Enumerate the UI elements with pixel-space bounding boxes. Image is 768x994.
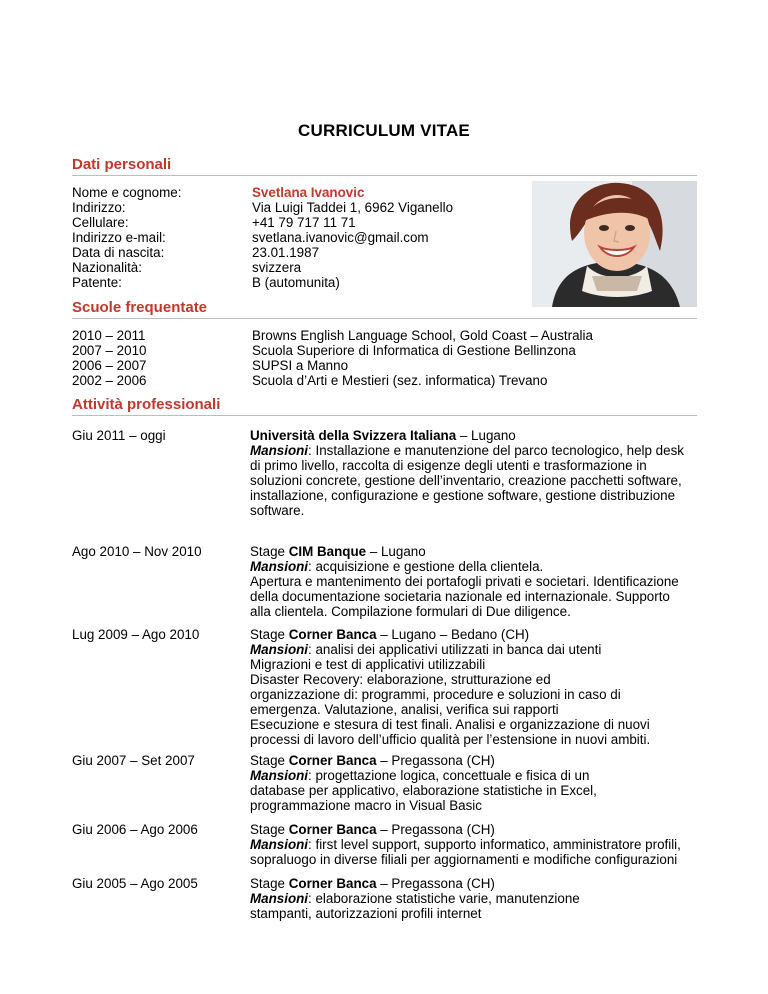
section-heading-personal: Dati personali	[72, 157, 697, 176]
label-address: Indirizzo:	[72, 200, 126, 215]
value-mobile: +41 79 717 11 71	[252, 215, 356, 230]
school-year: 2010 – 2011	[72, 328, 146, 343]
job-desc-line: Esecuzione e stesura di test finali. Analisi e organizzazione di nuovi	[250, 717, 650, 732]
job-desc-line: processi di lavoro dell’ufficio qualità per l’estensione in nuovi ambiti.	[250, 732, 651, 747]
job-mansioni-label: Mansioni	[250, 642, 309, 657]
job-desc-line: della documentazione societaria nazionale ed internazionale. Supporto	[250, 589, 670, 604]
label-nationality: Nazionalità:	[72, 260, 142, 275]
section-heading-schools: Scuole frequentate	[72, 300, 697, 319]
job-place: – Pregassona (CH)	[376, 822, 495, 837]
job-desc-line: database per applicativo, elaborazione statistiche in Excel,	[250, 783, 597, 798]
job-desc-line: Migrazioni e test di applicativi utilizzabili	[250, 657, 486, 672]
school-years	[72, 328, 146, 388]
job-place: – Lugano – Bedano (CH)	[376, 627, 530, 642]
job-prefix: Stage	[250, 876, 289, 891]
job-prefix: Stage	[250, 627, 289, 642]
section-personal	[72, 157, 697, 176]
job-mansioni-label: Mansioni	[250, 837, 309, 852]
value-birthdate: 23.01.1987	[252, 245, 320, 260]
portrait-photo	[532, 181, 697, 307]
section-heading-work: Attività professionali	[72, 397, 697, 416]
school-year: 2002 – 2006	[72, 373, 147, 388]
job-place: – Lugano	[366, 544, 426, 559]
job-desc-line: Apertura e mantenimento dei portafogli privati e societari. Identificazione	[250, 574, 679, 589]
job-date: Giu 2007 – Set 2007	[72, 753, 195, 768]
job-mansioni-label: Mansioni	[250, 891, 309, 906]
school-year: 2007 – 2010	[72, 343, 147, 358]
job-desc-line: soluzioni concrete, gestione dell’inventario, creazione pacchetti software,	[250, 473, 682, 488]
job-company: Corner Banca	[288, 876, 377, 891]
school-year: 2006 – 2007	[72, 358, 147, 373]
job-place: – Pregassona (CH)	[376, 876, 495, 891]
job-place: – Lugano	[456, 428, 516, 443]
job-desc-line: alla clientela. Compilazione formulari di Due diligence.	[250, 604, 571, 619]
job-company: CIM Banque	[288, 544, 367, 559]
school-name: Browns English Language School, Gold Coast – Australia	[252, 328, 593, 343]
page-title: CURRICULUM VITAE	[298, 121, 470, 140]
job-desc-line: programmazione macro in Visual Basic	[250, 798, 482, 813]
job-entry	[250, 627, 698, 747]
job-entry	[250, 753, 698, 813]
job-entry	[250, 544, 698, 619]
label-license: Patente:	[72, 275, 122, 290]
job-mansioni-label: Mansioni	[250, 559, 309, 574]
label-name: Nome e cognome:	[72, 185, 182, 200]
job-date: Giu 2005 – Ago 2005	[72, 876, 198, 891]
job-desc-line: di primo livello, raccolta di esigenze degli utenti e trasformazione in	[250, 458, 647, 473]
job-company: Corner Banca	[288, 822, 377, 837]
job-date: Lug 2009 – Ago 2010	[72, 627, 200, 642]
job-desc-line: organizzazione di: programmi, procedure e soluzioni in caso di	[250, 687, 621, 702]
job-company: Università della Svizzera Italiana	[250, 428, 457, 443]
school-names	[252, 328, 700, 388]
job-company: Corner Banca	[288, 627, 377, 642]
job-prefix: Stage	[250, 544, 289, 559]
value-license: B (automunita)	[252, 275, 340, 290]
job-entry	[250, 822, 698, 867]
value-nationality: svizzera	[252, 260, 302, 275]
job-place: – Pregassona (CH)	[376, 753, 495, 768]
label-mobile: Cellulare:	[72, 215, 129, 230]
personal-labels	[72, 185, 181, 290]
school-name: Scuola Superiore di Informatica di Gestione Bellinzona	[252, 343, 576, 358]
job-mansioni-label: Mansioni	[250, 768, 309, 783]
job-date: Giu 2006 – Ago 2006	[72, 822, 198, 837]
job-desc-line: : progettazione logica, concettuale e fisica di un	[308, 768, 590, 783]
job-desc-line: : Installazione e manutenzione del parco tecnologico, help desk	[308, 443, 684, 458]
job-desc-line: emergenza. Valutazione, analisi, verifica sui rapporti	[250, 702, 559, 717]
job-desc-line: stampanti, autorizzazioni profili internet	[250, 906, 482, 921]
value-name: Svetlana Ivanovic	[252, 185, 365, 200]
job-date: Giu 2011 – oggi	[72, 428, 166, 443]
job-mansioni-label: Mansioni	[250, 443, 309, 458]
job-prefix: Stage	[250, 822, 289, 837]
job-company: Corner Banca	[288, 753, 377, 768]
job-desc-line: installazione, configurazione e gestione software, gestione distribuzione	[250, 488, 676, 503]
value-address: Via Luigi Taddei 1, 6962 Viganello	[252, 200, 454, 215]
job-prefix: Stage	[250, 753, 289, 768]
value-email[interactable]: svetlana.ivanovic@gmail.com	[252, 230, 429, 245]
job-desc-line: : acquisizione e gestione della clientela.	[308, 559, 544, 574]
job-desc-line: Disaster Recovery: elaborazione, strutturazione ed	[250, 672, 551, 687]
job-entry	[250, 876, 698, 921]
section-work	[72, 397, 697, 416]
job-desc-line: sopraluogo in diverse filiali per aggiornamenti e modifiche configurazioni	[250, 852, 678, 867]
school-name: Scuola d’Arti e Mestieri (sez. informatica) Trevano	[252, 373, 548, 388]
job-desc-line: software.	[250, 503, 305, 518]
job-desc-line: : analisi dei applicativi utilizzati in banca dai utenti	[308, 642, 602, 657]
job-desc-line: : first level support, supporto informatico, amministratore profili,	[308, 837, 681, 852]
label-birthdate: Data di nascita:	[72, 245, 165, 260]
school-name: SUPSI a Manno	[252, 358, 349, 373]
section-schools	[72, 300, 697, 319]
job-entry	[250, 428, 698, 518]
job-desc-line: : elaborazione statistiche varie, manutenzione	[308, 891, 580, 906]
job-date: Ago 2010 – Nov 2010	[72, 544, 202, 559]
label-email: Indirizzo e-mail:	[72, 230, 166, 245]
